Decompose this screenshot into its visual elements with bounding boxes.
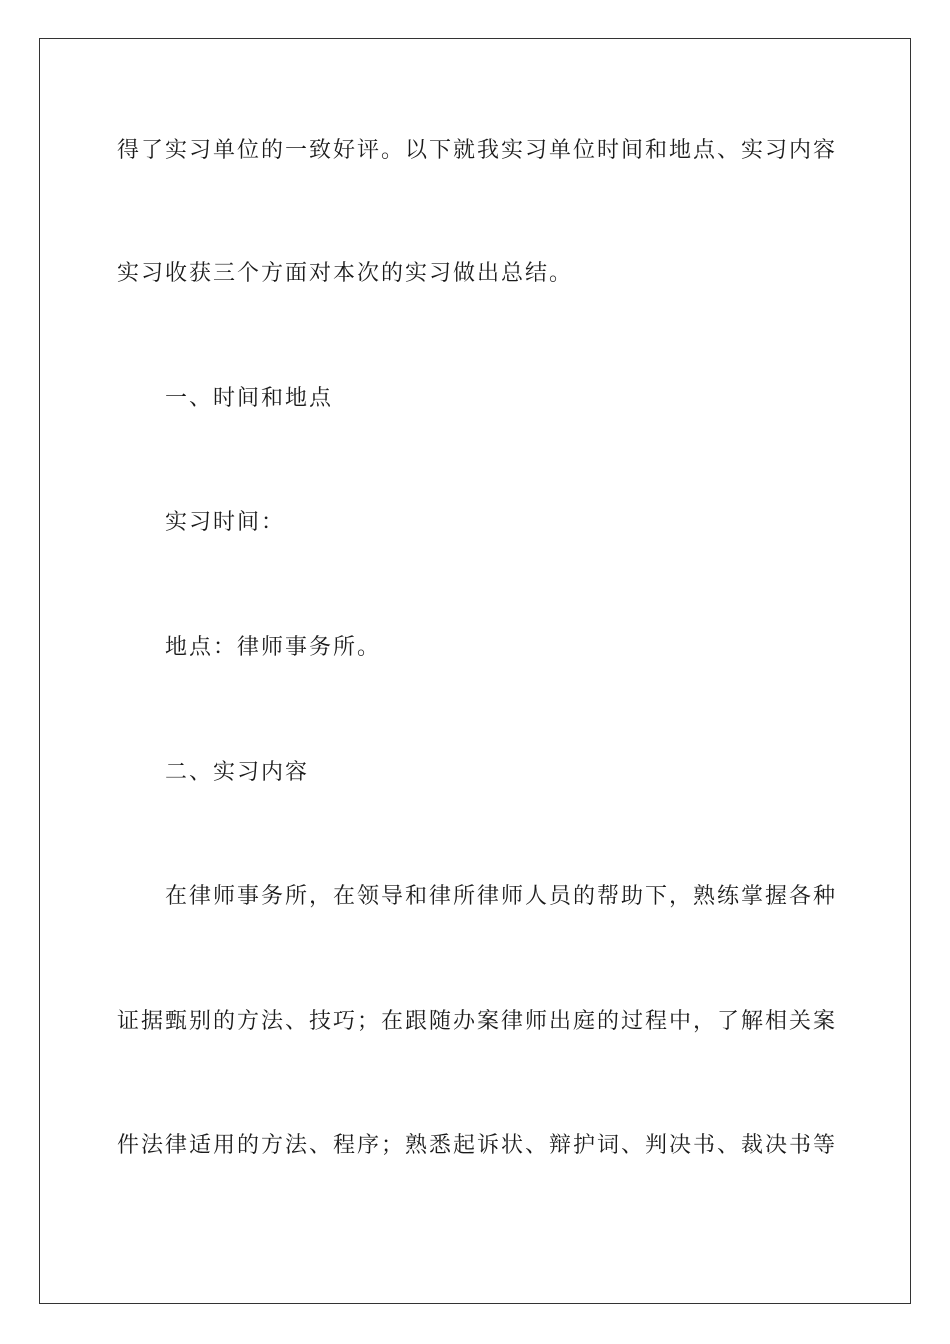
section-heading-content: 二、实习内容 bbox=[165, 760, 310, 785]
paragraph-line: 实习收获三个方面对本次的实习做出总结。 bbox=[117, 261, 574, 286]
section-heading-time-place: 一、时间和地点 bbox=[165, 386, 334, 411]
paragraph-line: 证据甄别的方法、技巧；在跟随办案律师出庭的过程中，了解相关案 bbox=[117, 1009, 838, 1034]
paragraph-line: 在律师事务所，在领导和律所律师人员的帮助下，熟练掌握各种 bbox=[165, 884, 838, 909]
internship-place-line: 地点：律师事务所。 bbox=[165, 635, 382, 660]
internship-time-label: 实习时间： bbox=[165, 510, 286, 535]
page-border bbox=[39, 38, 911, 1304]
paragraph-line: 件法律适用的方法、程序；熟悉起诉状、辩护词、判决书、裁决书等 bbox=[117, 1133, 838, 1158]
paragraph-line: 得了实习单位的一致好评。以下就我实习单位时间和地点、实习内容 bbox=[117, 138, 838, 163]
